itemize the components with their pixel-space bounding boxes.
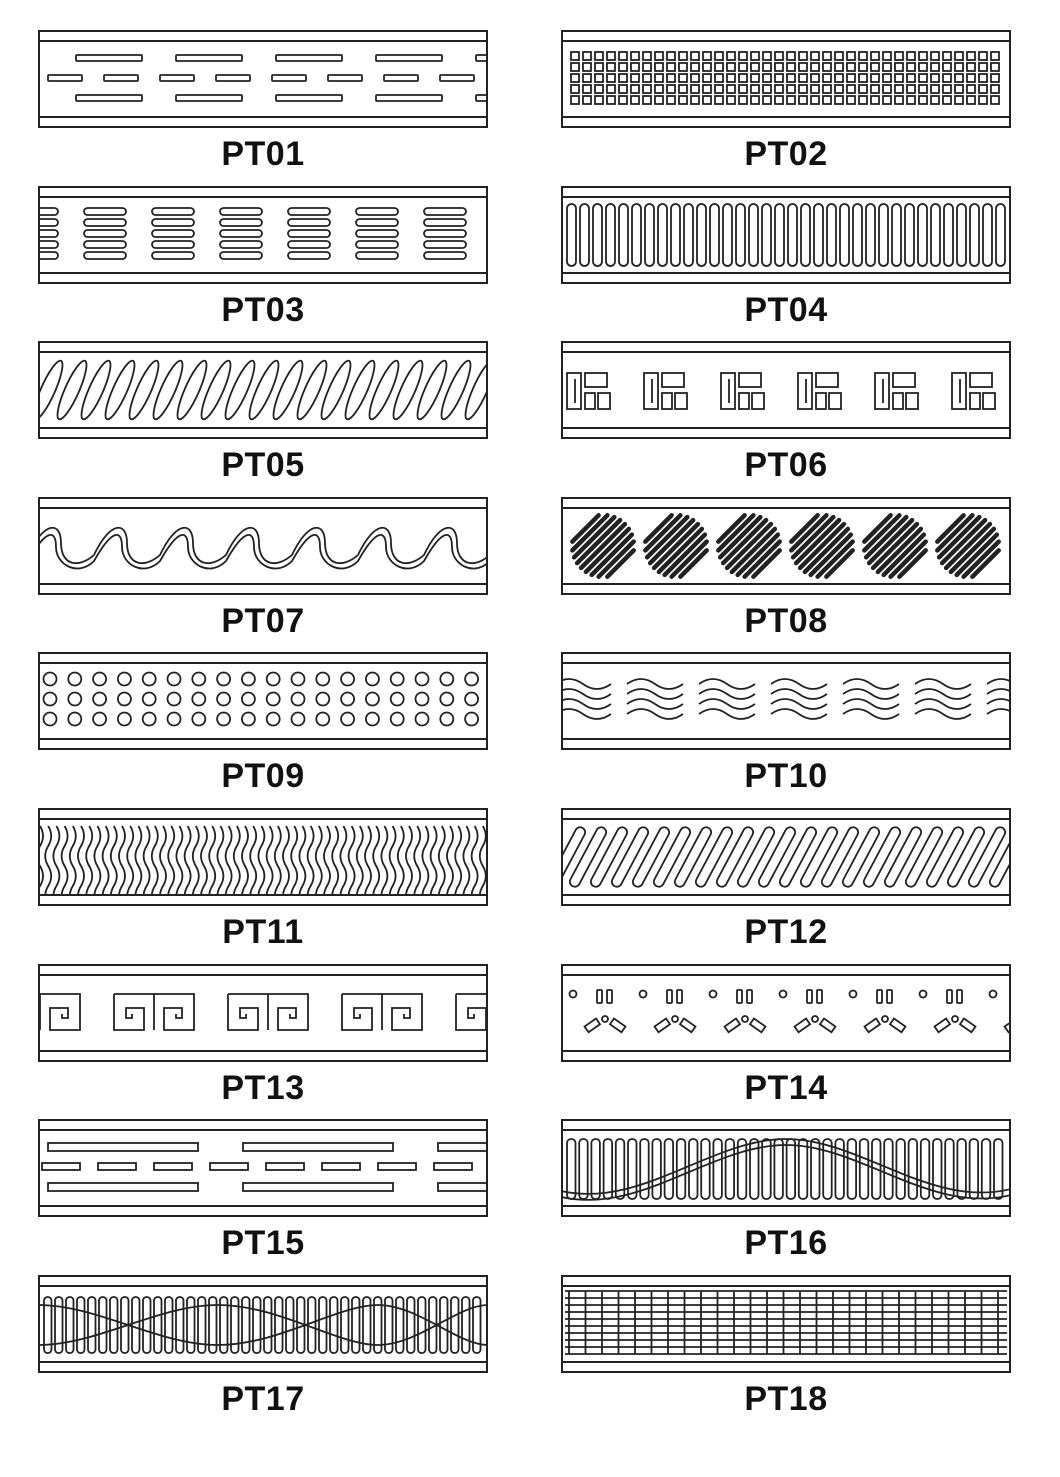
- pattern-tile-pt14: [561, 964, 1011, 1108]
- pattern-code-label: PT01: [221, 135, 305, 173]
- pattern-tile-pt07: [38, 497, 488, 641]
- pattern-code-label: PT02: [744, 135, 828, 173]
- pattern-motif-fine-grid: [565, 1291, 1007, 1354]
- pattern-tile-pt13: [38, 964, 488, 1108]
- pattern-motif-wave-groups: [561, 679, 1011, 719]
- pattern-tile-pt05: [38, 341, 488, 485]
- pattern-motif-vertical-slots: [567, 204, 1005, 266]
- pattern-tile-pt18: [561, 1275, 1011, 1419]
- pattern-strip-pt12: [561, 808, 1011, 906]
- pattern-tile-pt08: [561, 497, 1011, 641]
- pattern-motif-wave-scroll: [38, 528, 488, 569]
- pattern-strip-pt14: [561, 964, 1011, 1062]
- pattern-motif-long-dashes: [42, 1143, 488, 1191]
- pattern-motif-dot-flower: [570, 990, 1012, 1032]
- pattern-motif-dashes-3-rows: [48, 55, 488, 101]
- pattern-tile-pt15: [38, 1119, 488, 1263]
- pattern-code-label: PT09: [221, 757, 305, 796]
- pattern-code-label: PT04: [744, 290, 828, 329]
- pattern-code-label: PT03: [221, 290, 305, 329]
- pattern-strip-pt07: [38, 497, 488, 595]
- pattern-strip-pt11: [38, 808, 488, 906]
- pattern-motif-slots-with-wave: [561, 1139, 1011, 1200]
- pattern-strip-pt09: [38, 652, 488, 750]
- pattern-tile-pt02: [561, 30, 1011, 174]
- pattern-code-label: PT11: [222, 913, 304, 951]
- pattern-tile-pt10: [561, 652, 1011, 796]
- pattern-code-label: PT18: [744, 1379, 828, 1418]
- pattern-strip-pt08: [561, 497, 1011, 595]
- pattern-code-label: PT15: [221, 1224, 305, 1263]
- pattern-tile-pt11: [38, 808, 488, 952]
- pattern-tile-pt04: [561, 186, 1011, 330]
- pattern-code-label: PT07: [221, 601, 305, 640]
- pattern-motif-slots-twist: [38, 1297, 488, 1353]
- pattern-motif-fret-blocks: [567, 373, 995, 409]
- pattern-strip-pt05: [38, 341, 488, 439]
- pattern-motif-greek-key: [38, 994, 488, 1030]
- pattern-strip-pt17: [38, 1275, 488, 1373]
- pattern-strip-pt06: [561, 341, 1011, 439]
- pattern-tile-pt03: [38, 186, 488, 330]
- pattern-strip-pt10: [561, 652, 1011, 750]
- pattern-tile-pt16: [561, 1119, 1011, 1263]
- pattern-motif-square-grid: [571, 52, 999, 104]
- pattern-code-label: PT17: [221, 1379, 305, 1418]
- pattern-code-label: PT16: [744, 1224, 828, 1263]
- pattern-code-label: PT06: [744, 446, 828, 485]
- pattern-tile-pt06: [561, 341, 1011, 485]
- pattern-strip-pt04: [561, 186, 1011, 284]
- pattern-strip-pt18: [561, 1275, 1011, 1373]
- pattern-code-label: PT05: [221, 446, 305, 485]
- pattern-motif-diagonal-ovals: [38, 358, 488, 422]
- pattern-motif-hatched-circles: [572, 515, 998, 576]
- pattern-motif-diagonal-slots: [561, 826, 1011, 889]
- pattern-code-label: PT13: [221, 1068, 305, 1107]
- pattern-tile-pt17: [38, 1275, 488, 1419]
- pattern-tile-pt01: [38, 30, 488, 174]
- pattern-strip-pt15: [38, 1119, 488, 1217]
- pattern-strip-pt03: [38, 186, 488, 284]
- pattern-strip-pt01: [38, 30, 488, 128]
- pattern-strip-pt16: [561, 1119, 1011, 1217]
- pattern-motif-slot-stacks: [38, 208, 466, 259]
- pattern-code-label: PT14: [744, 1068, 828, 1107]
- pattern-code-label: PT10: [744, 757, 828, 796]
- pattern-strip-pt02: [561, 30, 1011, 128]
- pattern-motif-circle-rows: [44, 673, 479, 726]
- pattern-code-label: PT12: [744, 913, 828, 951]
- pattern-strip-pt13: [38, 964, 488, 1062]
- pattern-tile-pt12: [561, 808, 1011, 952]
- pattern-tile-pt09: [38, 652, 488, 796]
- pattern-code-label: PT08: [744, 601, 828, 640]
